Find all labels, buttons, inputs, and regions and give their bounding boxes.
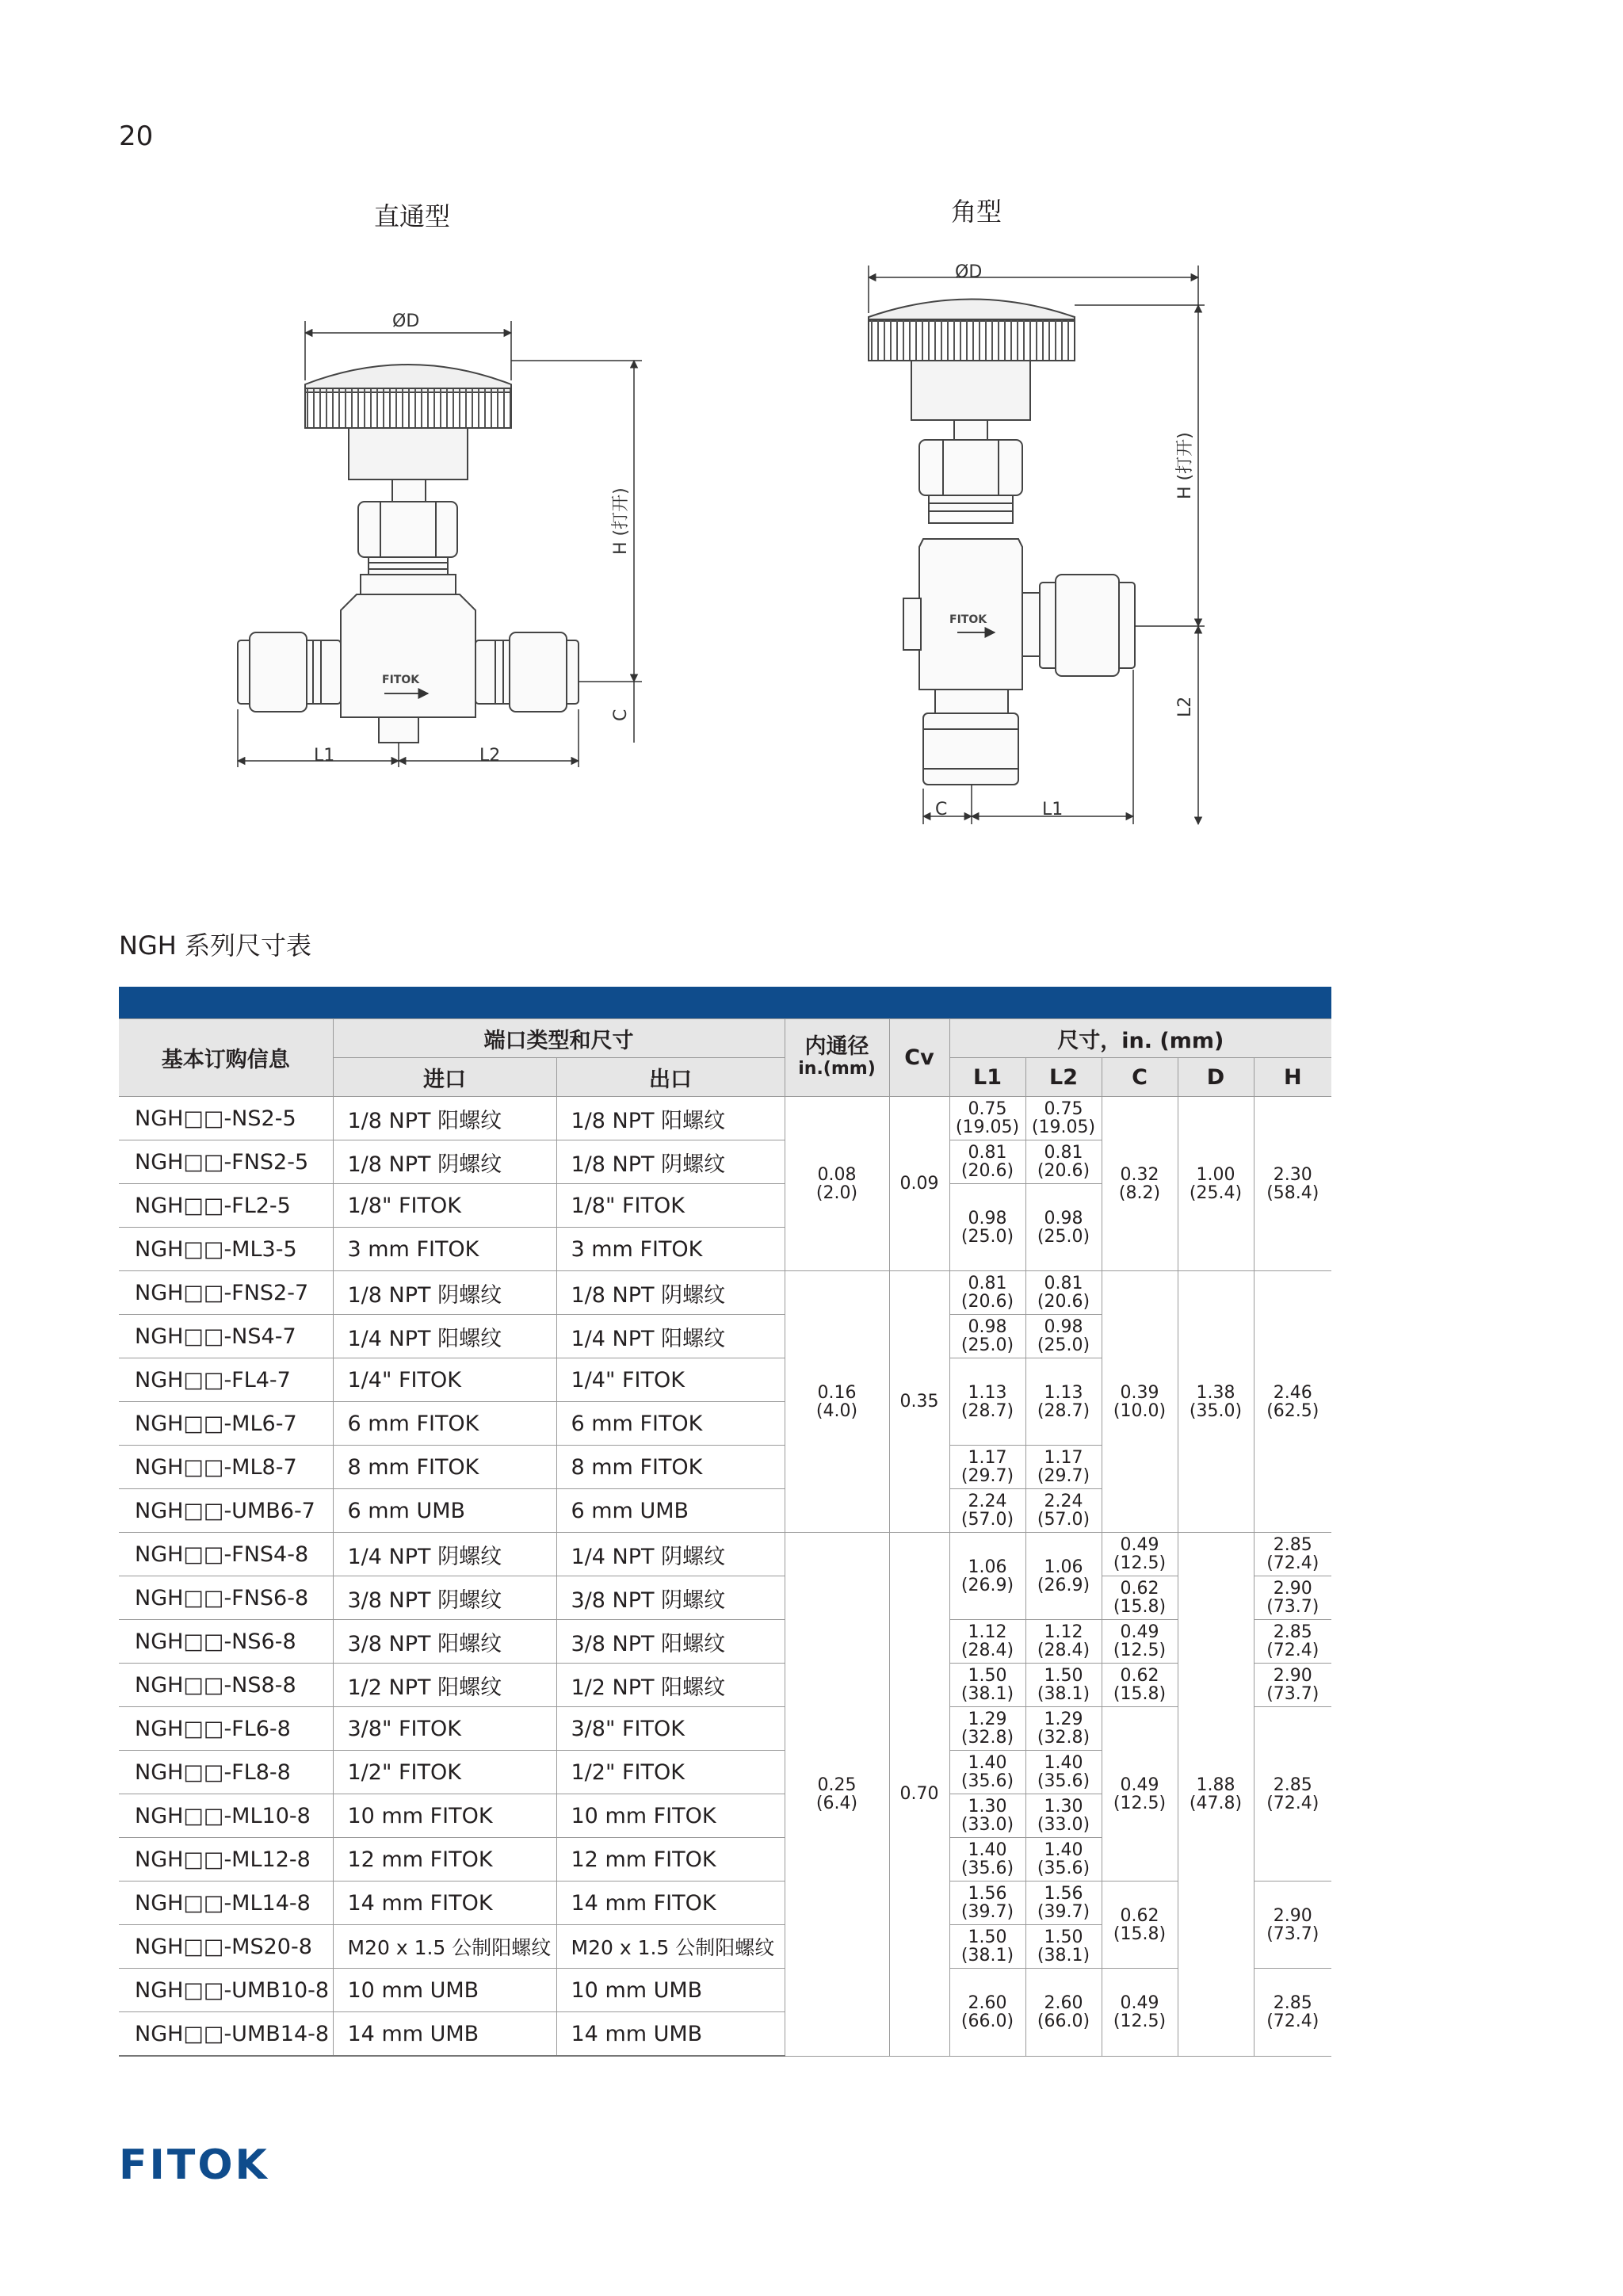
h-mm: (73.7)	[1266, 1924, 1319, 1944]
angle-body-brand: FITOK	[949, 613, 987, 626]
straight-dim-d: ØD	[392, 311, 420, 331]
header-dim-group: 尺寸，in. (mm)	[949, 1019, 1331, 1058]
outlet-port: M20 x 1.5 公制阳螺纹	[556, 1925, 785, 1969]
l1-mm: (19.05)	[955, 1117, 1020, 1137]
l1-value	[949, 1446, 1025, 1489]
l1-value	[949, 1664, 1025, 1707]
l1-in: 1.17	[968, 1448, 1007, 1468]
l2-in: 1.40	[1044, 1840, 1083, 1860]
c-mm: (12.5)	[1113, 1553, 1167, 1573]
l1-mm: (28.7)	[960, 1400, 1014, 1421]
inlet-port: 14 mm FITOK	[333, 1881, 556, 1925]
order-code: NGH□□-ML14-8	[119, 1881, 333, 1925]
outlet-port: 6 mm FITOK	[556, 1402, 785, 1446]
inlet-port: 1/4 NPT 阳螺纹	[333, 1315, 556, 1358]
l2-mm: (25.0)	[1037, 1335, 1090, 1355]
table-row	[119, 1620, 1331, 1664]
straight-dim-l1: L1	[314, 746, 335, 766]
h-value	[1254, 1620, 1331, 1664]
c-in: 0.62	[1120, 1579, 1159, 1599]
order-code: NGH□□-UMB10-8	[119, 1969, 333, 2012]
l2-in: 1.13	[1044, 1382, 1083, 1403]
l2-value	[1025, 1707, 1102, 1751]
l2-mm: (33.0)	[1037, 1815, 1090, 1835]
order-code: NGH□□-ML10-8	[119, 1794, 333, 1838]
h-mm: (58.4)	[1266, 1182, 1319, 1203]
h-value	[1254, 1533, 1331, 1576]
outlet-port: 1/2 NPT 阳螺纹	[556, 1664, 785, 1707]
l2-value	[1025, 1620, 1102, 1664]
c-value	[1102, 1620, 1178, 1664]
l2-value	[1025, 1140, 1102, 1184]
h-mm: (72.4)	[1266, 1793, 1319, 1813]
c-value	[1102, 1576, 1178, 1620]
cv-value: 0.35	[889, 1271, 949, 1533]
inlet-port: 3 mm FITOK	[333, 1228, 556, 1271]
l1-mm: (29.7)	[960, 1466, 1014, 1486]
orifice-mm: (6.4)	[815, 1793, 858, 1813]
l1-in: 1.12	[968, 1622, 1007, 1642]
l2-in: 1.40	[1044, 1753, 1083, 1773]
c-mm: (15.8)	[1113, 1684, 1167, 1704]
l2-value	[1025, 1794, 1102, 1838]
inlet-port: 1/2" FITOK	[333, 1751, 556, 1794]
inlet-port: 3/8 NPT 阴螺纹	[333, 1576, 556, 1620]
c-in: 0.62	[1120, 1666, 1159, 1686]
l2-in: 1.12	[1044, 1622, 1083, 1642]
c-in: 0.39	[1120, 1382, 1159, 1403]
outlet-port: 1/8 NPT 阴螺纹	[556, 1140, 785, 1184]
outlet-port: 6 mm UMB	[556, 1489, 785, 1533]
outlet-port: 10 mm UMB	[556, 1969, 785, 2012]
inlet-port: 12 mm FITOK	[333, 1838, 556, 1881]
table-row	[119, 1576, 1331, 1620]
l1-mm: (20.6)	[960, 1161, 1014, 1181]
order-code: NGH□□-ML6-7	[119, 1402, 333, 1446]
angle-view-title: 角型	[951, 197, 1002, 227]
l1-in: 1.50	[968, 1927, 1007, 1947]
l2-value	[1025, 1184, 1102, 1271]
l1-mm: (28.4)	[960, 1641, 1014, 1660]
l1-in: 1.40	[968, 1840, 1007, 1860]
order-code: NGH□□-ML12-8	[119, 1838, 333, 1881]
dimension-table-wrap	[119, 987, 1331, 2057]
l1-mm: (35.6)	[960, 1859, 1014, 1878]
l1-value	[949, 1358, 1025, 1446]
l2-in: 1.29	[1044, 1710, 1083, 1729]
l2-in: 0.81	[1044, 1274, 1083, 1293]
l2-value	[1025, 1446, 1102, 1489]
inlet-port: 10 mm FITOK	[333, 1794, 556, 1838]
fitok-logo: FITOK	[119, 2141, 269, 2189]
h-in: 2.46	[1273, 1382, 1312, 1403]
orifice-in: 0.25	[817, 1775, 857, 1795]
c-mm: (8.2)	[1118, 1182, 1161, 1203]
table-row	[119, 1707, 1331, 1751]
h-mm: (72.4)	[1266, 1553, 1319, 1573]
c-mm: (15.8)	[1113, 1924, 1167, 1944]
table-row	[119, 1097, 1331, 1140]
l2-mm: (28.7)	[1037, 1400, 1090, 1421]
c-in: 0.62	[1120, 1905, 1159, 1926]
inlet-port: 1/8 NPT 阳螺纹	[333, 1097, 556, 1140]
outlet-port: 1/4" FITOK	[556, 1358, 785, 1402]
outlet-port: 3/8" FITOK	[556, 1707, 785, 1751]
header-d: D	[1178, 1058, 1254, 1097]
header-cv: Cv	[889, 1019, 949, 1097]
c-value	[1102, 1664, 1178, 1707]
l1-value	[949, 1315, 1025, 1358]
header-orifice	[785, 1019, 889, 1097]
l2-mm: (25.0)	[1037, 1226, 1090, 1247]
c-value	[1102, 1271, 1178, 1533]
l2-in: 0.81	[1044, 1143, 1083, 1163]
l1-mm: (35.6)	[960, 1771, 1014, 1791]
table-row	[119, 1969, 1331, 2012]
d-value	[1178, 1533, 1254, 2057]
l1-mm: (32.8)	[960, 1728, 1014, 1748]
outlet-port: 1/8 NPT 阴螺纹	[556, 1271, 785, 1315]
valve-drawings	[0, 0, 1623, 872]
l2-in: 2.60	[1044, 1992, 1083, 2013]
outlet-port: 14 mm FITOK	[556, 1881, 785, 1925]
l1-mm: (38.1)	[960, 1684, 1014, 1704]
l1-mm: (26.9)	[960, 1575, 1014, 1595]
l2-mm: (35.6)	[1037, 1859, 1090, 1878]
orifice-in: 0.08	[817, 1164, 857, 1185]
l1-value	[949, 1620, 1025, 1664]
l2-in: 0.75	[1044, 1099, 1083, 1119]
l2-value	[1025, 1533, 1102, 1620]
table-row	[119, 1664, 1331, 1707]
header-l2: L2	[1025, 1058, 1102, 1097]
c-mm: (10.0)	[1113, 1400, 1167, 1421]
c-value	[1102, 1881, 1178, 1969]
l2-in: 2.24	[1044, 1492, 1083, 1511]
header-c: C	[1102, 1058, 1178, 1097]
l2-mm: (66.0)	[1037, 2011, 1090, 2031]
outlet-port: 1/4 NPT 阴螺纹	[556, 1533, 785, 1576]
c-mm: (12.5)	[1113, 1793, 1167, 1813]
d-mm: (35.0)	[1189, 1400, 1243, 1421]
inlet-port: 3/8 NPT 阳螺纹	[333, 1620, 556, 1664]
table-header-band	[119, 987, 1331, 1018]
l1-mm: (39.7)	[960, 1902, 1014, 1922]
l1-in: 0.81	[968, 1274, 1007, 1293]
l2-mm: (20.6)	[1037, 1292, 1090, 1312]
d-mm: (47.8)	[1189, 1793, 1243, 1813]
h-value	[1254, 1707, 1331, 1881]
order-code: NGH□□-NS8-8	[119, 1664, 333, 1707]
inlet-port: 3/8" FITOK	[333, 1707, 556, 1751]
orifice-mm: (4.0)	[815, 1400, 858, 1421]
angle-dim-c: C	[935, 800, 948, 819]
header-h: H	[1254, 1058, 1331, 1097]
l2-mm: (20.6)	[1037, 1161, 1090, 1181]
d-in: 1.00	[1196, 1164, 1235, 1185]
angle-valve-drawing	[869, 300, 1135, 785]
d-value	[1178, 1271, 1254, 1533]
outlet-port: 1/8 NPT 阳螺纹	[556, 1097, 785, 1140]
l2-value	[1025, 1358, 1102, 1446]
l2-value	[1025, 1925, 1102, 1969]
c-in: 0.49	[1120, 1535, 1159, 1555]
l2-in: 0.98	[1044, 1317, 1083, 1337]
l1-in: 2.60	[968, 1992, 1007, 2013]
l1-value	[949, 1925, 1025, 1969]
l1-mm: (66.0)	[960, 2011, 1014, 2031]
l1-in: 1.29	[968, 1710, 1007, 1729]
l1-in: 0.75	[968, 1099, 1007, 1119]
l2-mm: (39.7)	[1037, 1902, 1090, 1922]
order-code: NGH□□-MS20-8	[119, 1925, 333, 1969]
outlet-port: 10 mm FITOK	[556, 1794, 785, 1838]
inlet-port: 1/8" FITOK	[333, 1184, 556, 1228]
inlet-port: 1/8 NPT 阴螺纹	[333, 1140, 556, 1184]
table-row	[119, 1533, 1331, 1576]
l2-value	[1025, 1664, 1102, 1707]
inlet-port: 10 mm UMB	[333, 1969, 556, 2012]
l2-in: 1.30	[1044, 1797, 1083, 1817]
inlet-port: 1/2 NPT 阳螺纹	[333, 1664, 556, 1707]
h-in: 2.85	[1273, 1775, 1312, 1795]
l1-value	[949, 1707, 1025, 1751]
inlet-port: 6 mm FITOK	[333, 1402, 556, 1446]
outlet-port: 14 mm UMB	[556, 2012, 785, 2057]
l2-mm: (28.4)	[1037, 1641, 1090, 1660]
l1-value	[949, 1751, 1025, 1794]
l2-mm: (19.05)	[1031, 1117, 1096, 1137]
angle-dim-d: ØD	[955, 262, 983, 282]
outlet-port: 3 mm FITOK	[556, 1228, 785, 1271]
l2-mm: (32.8)	[1037, 1728, 1090, 1748]
page-number: 20	[119, 120, 154, 152]
c-in: 0.49	[1120, 1775, 1159, 1795]
h-in: 2.85	[1273, 1992, 1312, 2013]
order-code: NGH□□-FL8-8	[119, 1751, 333, 1794]
l2-in: 1.50	[1044, 1927, 1083, 1947]
l1-value	[949, 1140, 1025, 1184]
h-in: 2.85	[1273, 1622, 1312, 1642]
l1-mm: (38.1)	[960, 1946, 1014, 1966]
l2-value	[1025, 1838, 1102, 1881]
header-orifice-line1: 内通径	[804, 1033, 869, 1059]
l2-value	[1025, 1489, 1102, 1533]
h-value	[1254, 1097, 1331, 1271]
l1-value	[949, 1881, 1025, 1925]
h-mm: (72.4)	[1266, 1641, 1319, 1660]
d-in: 1.38	[1196, 1382, 1235, 1403]
h-value	[1254, 1271, 1331, 1533]
orifice-value	[785, 1271, 889, 1533]
straight-dim-c: C	[611, 709, 631, 721]
l1-value	[949, 1969, 1025, 2057]
outlet-port: 12 mm FITOK	[556, 1838, 785, 1881]
outlet-port: 1/4 NPT 阳螺纹	[556, 1315, 785, 1358]
outlet-port: 3/8 NPT 阳螺纹	[556, 1620, 785, 1664]
l2-in: 1.17	[1044, 1448, 1083, 1468]
l2-in: 0.98	[1044, 1208, 1083, 1228]
header-inlet: 进口	[333, 1058, 556, 1097]
c-mm: (12.5)	[1113, 2011, 1167, 2031]
order-code: NGH□□-FL2-5	[119, 1184, 333, 1228]
l1-value	[949, 1489, 1025, 1533]
l1-in: 0.98	[968, 1208, 1007, 1228]
cv-value: 0.09	[889, 1097, 949, 1271]
order-code: NGH□□-FNS2-5	[119, 1140, 333, 1184]
l1-value	[949, 1794, 1025, 1838]
l2-mm: (35.6)	[1037, 1771, 1090, 1791]
order-code: NGH□□-FNS6-8	[119, 1576, 333, 1620]
orifice-value	[785, 1097, 889, 1271]
dimension-table	[119, 1018, 1331, 2057]
c-mm: (15.8)	[1113, 1597, 1167, 1617]
orifice-value	[785, 1533, 889, 2057]
c-value	[1102, 1969, 1178, 2057]
order-code: NGH□□-UMB6-7	[119, 1489, 333, 1533]
l1-value	[949, 1271, 1025, 1315]
outlet-port: 8 mm FITOK	[556, 1446, 785, 1489]
straight-dim-h: H (打开)	[611, 487, 631, 555]
l2-value	[1025, 1881, 1102, 1925]
angle-dim-h: H (打开)	[1175, 432, 1195, 499]
inlet-port: 14 mm UMB	[333, 2012, 556, 2057]
order-code: NGH□□-NS2-5	[119, 1097, 333, 1140]
header-l1: L1	[949, 1058, 1025, 1097]
h-mm: (73.7)	[1266, 1597, 1319, 1617]
h-value	[1254, 1969, 1331, 2057]
header-outlet: 出口	[556, 1058, 785, 1097]
h-mm: (73.7)	[1266, 1684, 1319, 1704]
straight-dim-l2: L2	[479, 746, 501, 766]
l1-in: 1.56	[968, 1884, 1007, 1904]
l2-value	[1025, 1097, 1102, 1140]
inlet-port: M20 x 1.5 公制阳螺纹	[333, 1925, 556, 1969]
l2-value	[1025, 1315, 1102, 1358]
table-row	[119, 1881, 1331, 1925]
header-order-info: 基本订购信息	[119, 1019, 333, 1097]
l2-value	[1025, 1271, 1102, 1315]
l2-mm: (29.7)	[1037, 1466, 1090, 1486]
l2-in: 1.50	[1044, 1666, 1083, 1686]
h-mm: (72.4)	[1266, 2011, 1319, 2031]
h-in: 2.90	[1273, 1666, 1312, 1686]
c-value	[1102, 1533, 1178, 1576]
l1-in: 1.13	[968, 1382, 1007, 1403]
l1-in: 1.40	[968, 1753, 1007, 1773]
l1-in: 0.98	[968, 1317, 1007, 1337]
inlet-port: 1/4 NPT 阴螺纹	[333, 1533, 556, 1576]
c-in: 0.49	[1120, 1992, 1159, 2013]
section-title: NGH 系列尺寸表	[119, 930, 311, 961]
h-in: 2.90	[1273, 1579, 1312, 1599]
order-code: NGH□□-FNS4-8	[119, 1533, 333, 1576]
l1-mm: (57.0)	[960, 1510, 1014, 1530]
h-in: 2.90	[1273, 1905, 1312, 1926]
straight-body-brand: FITOK	[382, 674, 420, 686]
l1-in: 2.24	[968, 1492, 1007, 1511]
l1-in: 1.30	[968, 1797, 1007, 1817]
inlet-port: 1/4" FITOK	[333, 1358, 556, 1402]
order-code: NGH□□-NS4-7	[119, 1315, 333, 1358]
l1-mm: (20.6)	[960, 1292, 1014, 1312]
l2-value	[1025, 1969, 1102, 2057]
l1-mm: (33.0)	[960, 1815, 1014, 1835]
l1-mm: (25.0)	[960, 1226, 1014, 1247]
h-value	[1254, 1664, 1331, 1707]
l2-in: 1.06	[1044, 1557, 1083, 1577]
outlet-port: 1/2" FITOK	[556, 1751, 785, 1794]
l1-value	[949, 1533, 1025, 1620]
l2-value	[1025, 1751, 1102, 1794]
table-row	[119, 1271, 1331, 1315]
orifice-mm: (2.0)	[815, 1182, 858, 1203]
c-value	[1102, 1707, 1178, 1881]
inlet-port: 1/8 NPT 阴螺纹	[333, 1271, 556, 1315]
d-value	[1178, 1097, 1254, 1271]
h-value	[1254, 1576, 1331, 1620]
header-port-group: 端口类型和尺寸	[333, 1019, 785, 1058]
outlet-port: 1/8" FITOK	[556, 1184, 785, 1228]
l1-in: 1.06	[968, 1557, 1007, 1577]
l1-mm: (25.0)	[960, 1335, 1014, 1355]
inlet-port: 8 mm FITOK	[333, 1446, 556, 1489]
straight-view-title: 直通型	[374, 201, 451, 231]
outlet-port: 3/8 NPT 阴螺纹	[556, 1576, 785, 1620]
order-code: NGH□□-FL6-8	[119, 1707, 333, 1751]
order-code: NGH□□-NS6-8	[119, 1620, 333, 1664]
l2-in: 1.56	[1044, 1884, 1083, 1904]
h-in: 2.85	[1273, 1535, 1312, 1555]
l1-in: 0.81	[968, 1143, 1007, 1163]
l1-value	[949, 1097, 1025, 1140]
h-value	[1254, 1881, 1331, 1969]
angle-dim-l2: L2	[1175, 696, 1195, 717]
l2-mm: (38.1)	[1037, 1684, 1090, 1704]
h-mm: (62.5)	[1266, 1400, 1319, 1421]
header-orifice-line2: in.(mm)	[798, 1058, 876, 1079]
l1-value	[949, 1838, 1025, 1881]
order-code: NGH□□-ML3-5	[119, 1228, 333, 1271]
d-in: 1.88	[1196, 1775, 1235, 1795]
order-code: NGH□□-UMB14-8	[119, 2012, 333, 2057]
l1-in: 1.50	[968, 1666, 1007, 1686]
c-mm: (12.5)	[1113, 1641, 1167, 1660]
c-in: 0.49	[1120, 1622, 1159, 1642]
cv-value: 0.70	[889, 1533, 949, 2057]
order-code: NGH□□-FL4-7	[119, 1358, 333, 1402]
order-code: NGH□□-ML8-7	[119, 1446, 333, 1489]
c-in: 0.32	[1120, 1164, 1159, 1185]
l2-mm: (26.9)	[1037, 1575, 1090, 1595]
orifice-in: 0.16	[817, 1382, 857, 1403]
inlet-port: 6 mm UMB	[333, 1489, 556, 1533]
d-mm: (25.4)	[1189, 1182, 1243, 1203]
l2-mm: (57.0)	[1037, 1510, 1090, 1530]
h-in: 2.30	[1273, 1164, 1312, 1185]
angle-dim-l1: L1	[1042, 800, 1064, 819]
l1-value	[949, 1184, 1025, 1271]
order-code: NGH□□-FNS2-7	[119, 1271, 333, 1315]
c-value	[1102, 1097, 1178, 1271]
l2-mm: (38.1)	[1037, 1946, 1090, 1966]
